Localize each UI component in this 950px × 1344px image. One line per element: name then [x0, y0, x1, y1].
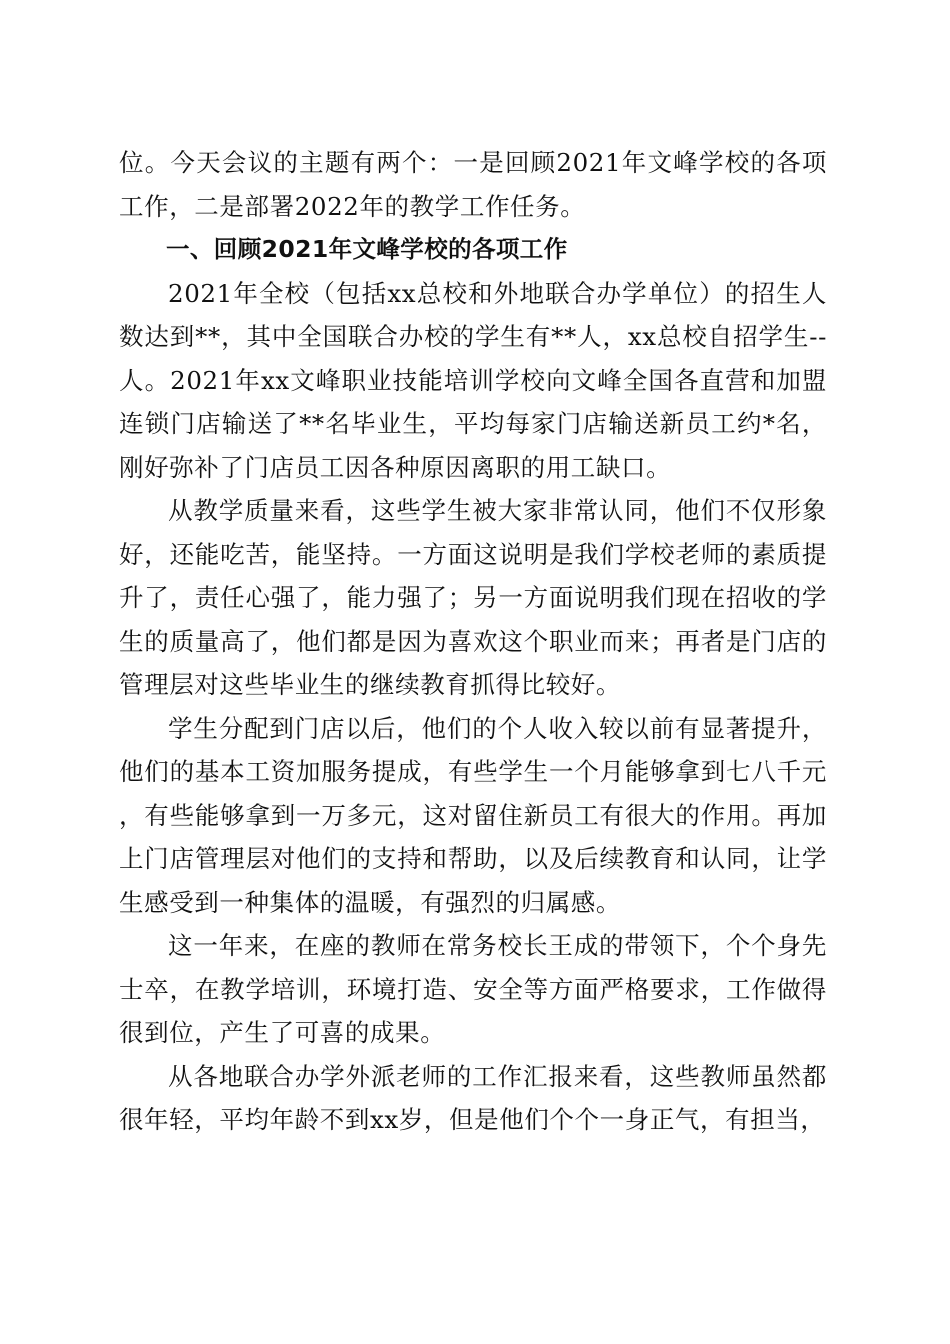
paragraph-student-income: 学生分配到门店以后，他们的个人收入较以前有显著提升，他们的基本工资加服务提成，有些学生一个月能够拿到七八千元，有些能够拿到一万多元，这对留住新员工有很大的作用。再加上门店管理层对他们的支持和帮助，以及后续教育和认同，让学生感受到一种集体的温暖，有强烈的归属感。	[119, 713, 827, 917]
paragraph-field-teachers: 从各地联合办学外派老师的工作汇报来看，这些教师虽然都很年轻，平均年龄不到xx岁，但是他们个个一身正气，有担当，	[119, 1061, 827, 1134]
paragraph-enrollment: 2021年全校（包括xx总校和外地联合办学单位）的招生人数达到**，其中全国联合办校的学生有**人，xx总校自招学生--人。2021年xx文峰职业技能培训学校向文峰全国各直营和加盟连锁门店输送了**名毕业生，平均每家门店输送新员工约*名，刚好弥补了门店员工因各种原因离职的用工缺口。	[119, 278, 827, 482]
paragraph-continuation: 位。今天会议的主题有两个：一是回顾2021年文峰学校的各项工作，二是部署2022年的教学工作任务。	[119, 148, 827, 221]
document-body	[119, 141, 827, 1142]
paragraph-teaching-quality: 从教学质量来看，这些学生被大家非常认同，他们不仅形象好，还能吃苦，能坚持。一方面这说明是我们学校老师的素质提升了，责任心强了，能力强了；另一方面说明我们现在招收的学生的质量高了，他们都是因为喜欢这个职业而来；再者是门店的管理层对这些毕业生的继续教育抓得比较好。	[119, 496, 827, 699]
paragraph-teachers-year: 这一年来，在座的教师在常务校长王成的带领下，个个身先士卒，在教学培训，环境打造、安全等方面严格要求，工作做得很到位，产生了可喜的成果。	[119, 931, 827, 1047]
section-heading: 一、回顾2021年文峰学校的各项工作	[166, 235, 568, 263]
